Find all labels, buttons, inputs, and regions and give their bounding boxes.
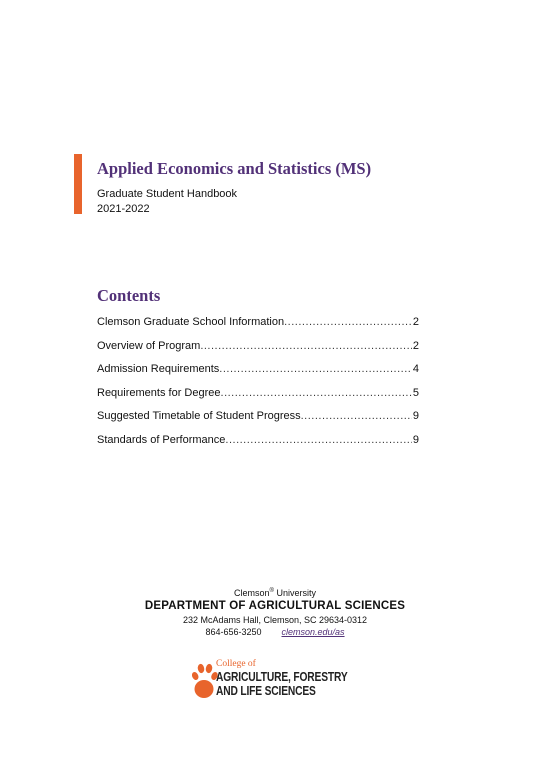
toc-entry[interactable] (97, 340, 419, 364)
handbook-name: Graduate Student Handbook (97, 188, 238, 200)
toc-entry-label: Admission Requirements (97, 363, 220, 375)
tiger-paw-icon (192, 663, 219, 698)
toc-leader-dots (284, 316, 412, 328)
university-name: Clemson® University (234, 588, 316, 598)
toc-entry-label: Standards of Performance (97, 433, 226, 446)
toc-entry-label: Overview of Program (97, 339, 201, 352)
document-subtitle (97, 187, 237, 217)
logo-line-2: AGRICULTURE, FORESTRY (216, 670, 348, 684)
toc-leader-dots (200, 340, 412, 352)
department-address: 232 McAdams Hall, Clemson, SC 29634-0312 (182, 615, 368, 625)
logo-line-3: AND LIFE SCIENCES (216, 684, 316, 698)
phone-number: 864-656-3250 (205, 627, 262, 637)
toc-leader-dots (219, 363, 412, 375)
toc-entry[interactable] (97, 363, 419, 387)
toc-entry[interactable] (97, 434, 419, 458)
logo-line-1: College of (216, 659, 256, 669)
toc-entry[interactable] (97, 410, 419, 434)
department-name: DEPARTMENT OF AGRICULTURAL SCIENCES (144, 600, 406, 612)
toc-entry-page: 2 (412, 339, 419, 352)
toc-entry-label: Suggested Timetable of Student Progress (97, 410, 301, 422)
toc-leader-dots (301, 410, 412, 422)
toc-entry[interactable] (97, 316, 419, 340)
toc-entry-page: 9 (412, 410, 419, 422)
toc-leader-dots (221, 387, 412, 399)
contents-heading: Contents (97, 286, 161, 305)
website-link[interactable]: clemson.edu/as (281, 627, 345, 637)
toc-entry-page: 4 (412, 363, 419, 375)
toc-entry-label: Clemson Graduate School Information (97, 316, 285, 328)
document-title: Applied Economics and Statistics (MS) (97, 159, 372, 178)
toc-entry[interactable] (97, 387, 419, 411)
academic-year: 2021-2022 (97, 203, 150, 215)
contact-line (0, 627, 550, 637)
table-of-contents (97, 316, 419, 457)
toc-entry-page: 9 (412, 433, 419, 446)
toc-entry-page: 5 (412, 386, 419, 399)
registered-trademark: ® (269, 588, 274, 594)
college-logo-text (216, 659, 376, 698)
toc-entry-label: Requirements for Degree (97, 386, 221, 399)
toc-entry-page: 2 (412, 316, 419, 328)
toc-leader-dots (225, 434, 411, 446)
title-accent-bar (74, 154, 82, 214)
